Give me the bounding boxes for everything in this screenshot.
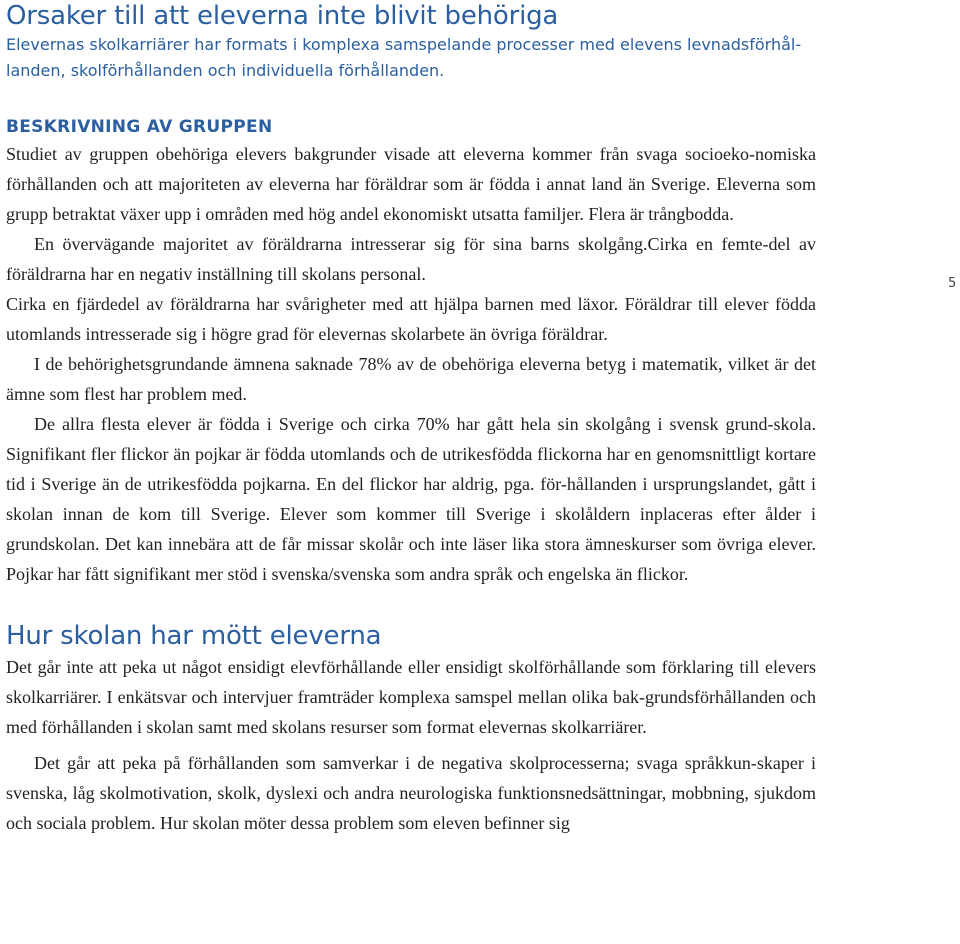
subsection-heading: BESKRIVNING AV GRUPPEN — [6, 117, 273, 137]
section-title: Hur skolan har mött eleverna — [6, 621, 382, 651]
school-response-section — [6, 620, 816, 838]
paragraph: Det går inte att peka ut något ensidigt elevförhållande eller ensidigt skolförhållande som förklaring till elevers skolkarriärer. I enkätsvar och intervjuer framträder komplexa samspel mellan olika bak-grundsförhållanden och med förhållanden i skolan samt med skolans resurser som format elevernas skolkarriärer. — [6, 657, 816, 737]
paragraph: Det går att peka på förhållanden som samverkar i de negativa skolprocesserna; svaga språkkun-skaper i svenska, låg skolmotivation, skolk, dyslexi och andra neurologiska funktionsnedsättningar, mobbning, sjukdom och sociala problem. Hur skolan möter dessa problem som eleven befinner sig — [6, 753, 816, 833]
page-number: 5 — [948, 276, 957, 291]
paragraph: Cirka en fjärdedel av föräldrarna har svårigheter med att hjälpa barnen med läxor. Föräldrar till elever födda utomlands intresserade sig i högre grad för elevernas skolarbete än övriga föräldrar. — [6, 294, 816, 344]
group-description-section — [6, 115, 816, 589]
paragraph: I de behörighetsgrundande ämnena saknade 78% av de obehöriga eleverna betyg i matematik, vilket är det ämne som flest har problem med. — [6, 354, 816, 404]
paragraph: Studiet av gruppen obehöriga elevers bakgrunder visade att eleverna kommer från svaga socioeko-nomiska förhållanden och att majoriteten av eleverna har föräldrar som är födda i annat land än Sverige. Eleverna som grupp betraktat växer upp i områden med hög andel ekonomiskt utsatta familjer. Flera är trångbodda. — [6, 144, 816, 224]
section-lead: Elevernas skolkarriärer har formats i komplexa samspelande processer med elevens levnadsförhål-landen, skolförhållanden och individuella förhållanden. — [6, 35, 802, 80]
section-title: Orsaker till att eleverna inte blivit behöriga — [6, 1, 559, 31]
paragraph: En övervägande majoritet av föräldrarna intresserar sig för sina barns skolgång.Cirka en femte-del av föräldrarna har en negativ inställning till skolans personal. — [6, 234, 816, 284]
document-page — [6, 0, 816, 838]
paragraph: De allra flesta elever är födda i Sverige och cirka 70% har gått hela sin skolgång i svensk grund-skola. Signifikant fler flickor än pojkar är födda utomlands och de utrikesfödda flickorna har en genomsnittligt kortare tid i Sverige än de utrikesfödda pojkarna. En del flickor har aldrig, pga. för-hållanden i ursprungslandet, gått i skolan innan de kom till Sverige. Elever som kommer till Sverige i skolåldern inplaceras efter ålder i grundskolan. Det kan innebära att de får missar skolår och inte läser lika stora ämneskurser som övriga elever. Pojkar har fått signifikant mer stöd i svenska/svenska som andra språk och engelska än flickor. — [6, 414, 816, 584]
